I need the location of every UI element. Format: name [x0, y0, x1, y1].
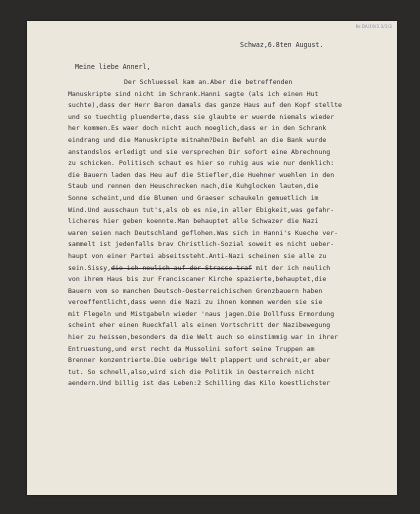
text-line: sammelt ist jedenfalls brav Christlich-Sozial soweit es nicht ueber- — [68, 240, 335, 249]
archive-reference: Nr.DA/19/3 3/1/3 — [355, 24, 392, 29]
text-line: von ihrem Haus bis zur Franciscaner Kirche spazierte,behauptet,die — [68, 275, 327, 284]
text-line: Entruestung,und erst recht da Mussolini sofort seine Truppen am — [68, 344, 315, 353]
text-line: Der Schluessel kam an.Aber die betreffenden — [124, 78, 293, 86]
text-line: haupt von einer Partei abseitssteht.Anti-Nazi scheinen sie alle zu — [68, 251, 327, 260]
text-line: eindrang und die Manuskripte mitnahm?Dein Befehl an die Bank wurde — [68, 135, 327, 144]
letter-page — [27, 21, 397, 495]
text-line: Bauern vom so manchen Deutsch-Oesterreichischen Grenzbauern haben — [68, 286, 323, 295]
text-line: her kommen.Es waer doch nicht auch moeglich,dass er in den Schrank — [68, 124, 327, 133]
text-line: Sonne scheint,und die Blumen und Graeser schaukeln gemuetlich im — [68, 193, 319, 202]
text-line: anstandslos erledigt und sie versprechen Dir sofort eine Abrechnung — [68, 147, 331, 156]
text-line: zu schicken. Politisch schaut es hier so ruhig aus wie nur denklich: — [68, 159, 335, 168]
text-line: veroeffentlicht,dass wenn die Nazi zu ihnen kommen werden sie sie — [68, 298, 323, 307]
text-line-end: mit der ich neulich — [251, 263, 331, 272]
text-line: und so tuechtig pluenderte,dass sie glaubte er wuerde niemals wieder — [68, 112, 335, 121]
letter-body — [68, 77, 394, 390]
text-line: aendern.Und billig ist das Leben:2 Schilling das Kilo koestlichster — [68, 379, 331, 388]
salutation: Meine liebe Annerl, — [75, 63, 151, 71]
text-line-with-strike — [68, 263, 394, 275]
struck-text: die ich neulich auf der Strasse traf — [111, 263, 252, 272]
text-line: Manuskripte sind nicht im Schrank.Hanni sagte (als ich einen Hut — [68, 89, 319, 98]
text-line: hier zu heissen,besonders da die Welt auch so einstimmig war in ihrer — [68, 333, 339, 342]
date-line: Schwaz,6.8ten August. — [240, 41, 324, 49]
text-line: scheint eher einen Rueckfall als einen Vortschritt der Nazibewegung — [68, 321, 331, 330]
text-line: waren seien nach Deutschland geflohen.Was sich in Hanni's Kueche ver- — [68, 228, 339, 237]
text-line-start: sein.Sissy, — [68, 263, 112, 272]
text-line: Staub und rennen den Heuschrecken nach,die Kuhglocken lauten,die — [68, 182, 319, 191]
text-line: mit Flegeln und Mistgabeln wieder 'naus jagen.Die Dollfuss Ermordung — [68, 309, 335, 318]
text-line: Brenner konzentrierte.Die uebrige Welt plappert und schreit,er aber — [68, 356, 331, 365]
text-line: suchte),dass der Herr Baron damals das ganze Haus auf den Kopf stellte — [68, 101, 342, 110]
text-line: tut. So schnell,also,wird sich die Politik in Oesterreich nicht — [68, 367, 315, 376]
text-line: die Bauern laden das Heu auf die Stiefler,die Huehner wuehlen in den — [68, 170, 335, 179]
text-line: licheres hier geben koennte.Man behauptet alle Schwazer die Nazi — [68, 217, 319, 226]
text-line: Wind.Und ausschaun tut's,als ob es nie,in aller Ebigkeit,was gefahr- — [68, 205, 335, 214]
